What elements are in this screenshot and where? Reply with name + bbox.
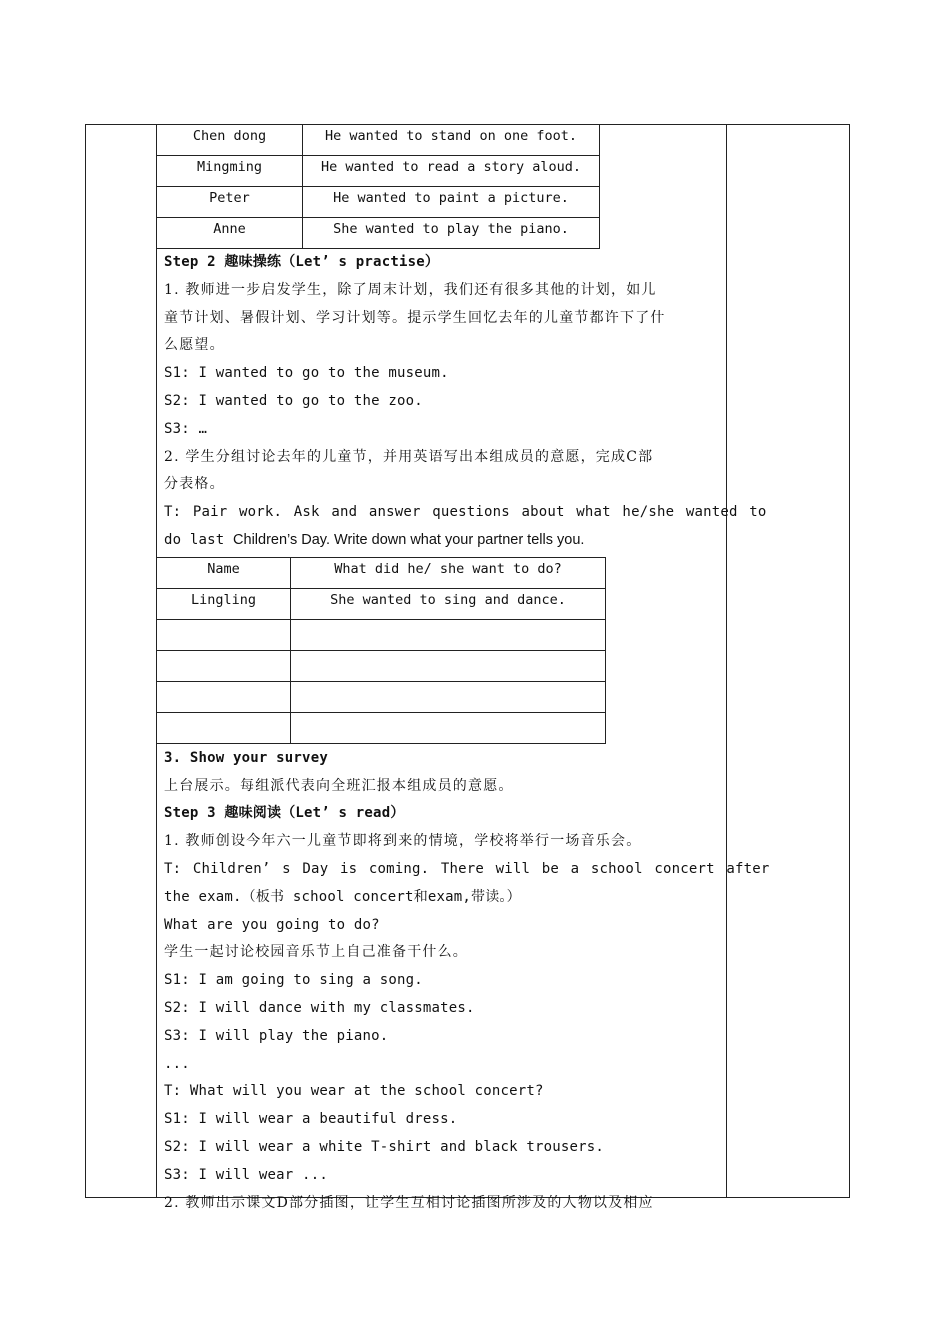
survey-table [156, 557, 606, 744]
table-cell-wish: He wanted to read a story aloud. [303, 156, 600, 187]
table-cell-empty[interactable] [291, 681, 606, 712]
dialogue-line: S1: I wanted to go to the museum. [164, 365, 449, 382]
column-divider-right [726, 125, 727, 1197]
dialogue-line: S1: I will wear a beautiful dress. [164, 1111, 458, 1128]
table-header-name: Name [157, 557, 291, 588]
table-cell-empty[interactable] [291, 712, 606, 743]
paragraph-line: 2. 教师出示课文D部分插图，让学生互相讨论插图所涉及的人物以及相应 [164, 1194, 654, 1211]
paragraph-line: 童节计划、暑假计划、学习计划等。提示学生回忆去年的儿童节都许下了什 [164, 309, 666, 326]
table-row [157, 619, 606, 650]
table-row [157, 681, 606, 712]
table-row [157, 588, 606, 619]
table-cell-name: Anne [157, 218, 303, 249]
dialogue-line: T: Pair work. Ask and answer questions about what he/she wanted to [164, 504, 767, 521]
paragraph-line: 1. 教师创设今年六一儿童节即将到来的情境，学校将举行一场音乐会。 [164, 833, 642, 850]
table-cell-empty[interactable] [291, 650, 606, 681]
dialogue-line: What are you going to do? [164, 916, 380, 933]
table-row [157, 557, 606, 588]
dialogue-line: T: Children’ s Day is coming. There will be a school concert after [164, 860, 770, 877]
table-row [157, 650, 606, 681]
table-cell-empty[interactable] [157, 712, 291, 743]
dialogue-line: T: What will you wear at the school concert? [164, 1083, 544, 1100]
table-cell-name: Mingming [157, 156, 303, 187]
table-row [157, 125, 600, 156]
show-survey-heading: 3. Show your survey [164, 749, 328, 766]
dialogue-line: the exam.（板书 school concert和exam,带读。） [164, 888, 521, 905]
dialogue-line: ... [164, 1055, 190, 1072]
table-cell-wish: She wanted to play the piano. [303, 218, 600, 249]
table-row [157, 187, 600, 218]
table-row [157, 156, 600, 187]
dialogue-line: S2: I will dance with my classmates. [164, 999, 475, 1016]
wish-table [156, 124, 600, 249]
dialogue-line: S3: … [164, 420, 208, 437]
table-cell-empty[interactable] [157, 619, 291, 650]
table-cell-wish: He wanted to paint a picture. [303, 187, 600, 218]
table-cell-name: Lingling [157, 588, 291, 619]
table-cell-name: Chen dong [157, 125, 303, 156]
paragraph-line: 上台展示。每组派代表向全班汇报本组成员的意愿。 [164, 777, 514, 794]
table-cell-wish: He wanted to stand on one foot. [303, 125, 600, 156]
table-cell-empty[interactable] [157, 681, 291, 712]
table-header-question: What did he/ she want to do? [291, 557, 606, 588]
table-row [157, 712, 606, 743]
paragraph-line: 么愿望。 [164, 337, 225, 354]
dialogue-text: do last [164, 531, 234, 548]
dialogue-line [164, 527, 724, 555]
lesson-content [164, 124, 770, 1217]
table-cell-name: Peter [157, 187, 303, 218]
table-cell-answer: She wanted to sing and dance. [291, 588, 606, 619]
dialogue-line: S3: I will wear ... [164, 1166, 328, 1183]
paragraph-line: 2. 学生分组讨论去年的儿童节，并用英语写出本组成员的意愿，完成C部 [164, 448, 654, 465]
paragraph-line: 分表格。 [164, 476, 225, 493]
step3-heading: Step 3 趣味阅读（Let’ s read） [164, 805, 405, 822]
table-cell-empty[interactable] [291, 619, 606, 650]
dialogue-line: S1: I am going to sing a song. [164, 972, 423, 989]
paragraph-line: 学生一起讨论校园音乐节上自己准备干什么。 [164, 944, 468, 961]
dialogue-line: S2: I wanted to go to the zoo. [164, 392, 423, 409]
table-row [157, 218, 600, 249]
paragraph-line: 1. 教师进一步启发学生，除了周末计划，我们还有很多其他的计划，如儿 [164, 281, 657, 298]
dialogue-line: S3: I will play the piano. [164, 1027, 389, 1044]
dialogue-text: Children’s Day. Write down what your partner tells you. [233, 531, 585, 548]
dialogue-line: S2: I will wear a white T-shirt and black trousers. [164, 1138, 605, 1155]
step2-heading: Step 2 趣味操练（Let’ s practise） [164, 254, 440, 270]
table-cell-empty[interactable] [157, 650, 291, 681]
